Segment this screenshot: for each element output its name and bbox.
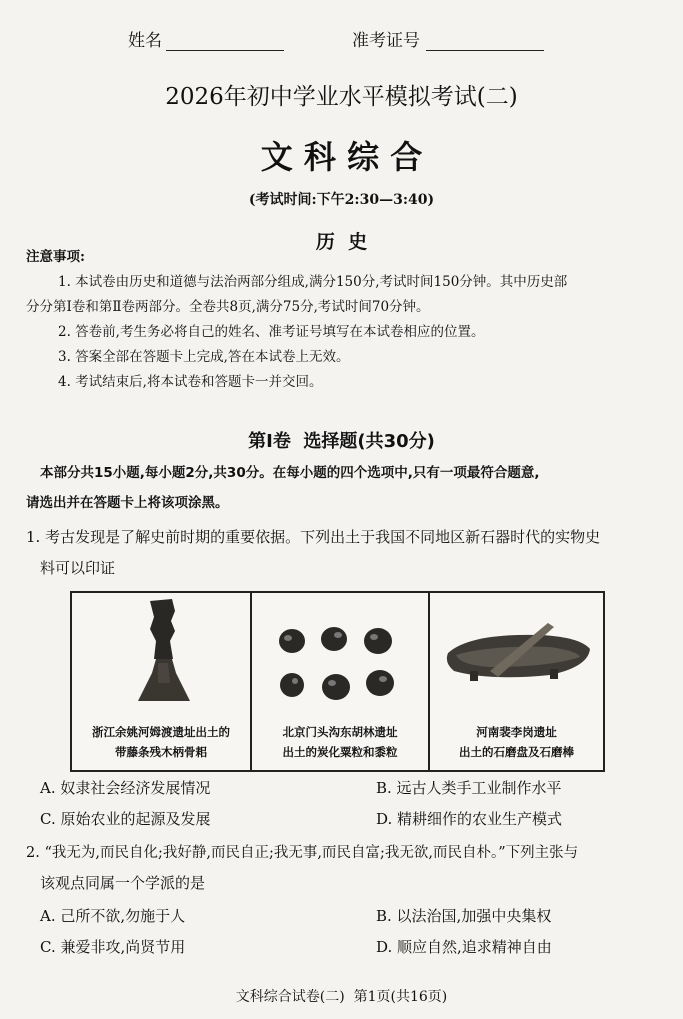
part1-title: 第Ⅰ卷 选择题(共30分): [248, 431, 435, 452]
notice-item: 分分第Ⅰ卷和第Ⅱ卷两部分。全卷共8页,满分75分,考试时间70分钟。: [26, 299, 430, 315]
q2-option-a[interactable]: A. 己所不欲,勿施于人: [40, 907, 186, 925]
name-label: 姓名: [128, 31, 162, 51]
figure-grinding-stone: [428, 593, 603, 770]
figure-carbonized-grains: [250, 593, 428, 770]
figure-caption: 河南裴李岗遗址 出土的石磨盘及石磨棒: [459, 725, 574, 759]
name-field: [128, 26, 284, 51]
exam-time: (考试时间:下午2:30—3:40): [248, 192, 435, 208]
figure-caption: 北京门头沟东胡林遗址 出土的炭化粟粒和黍粒: [282, 725, 398, 759]
question-2-stem: 2. “我无为,而民自化;我好静,而民自正;我无事,而民自富;我无欲,而民自朴。”下列主张与: [26, 845, 579, 861]
notice-item: 1. 本试卷由历史和道德与法治两部分组成,满分150分,考试时间150分钟。其中历史部: [58, 274, 568, 290]
grains-image: [252, 593, 430, 718]
name-blank: [166, 32, 284, 51]
notice-item: 2. 答卷前,考生务必将自己的姓名、准考证号填写在本试卷相应的位置。: [58, 324, 485, 340]
question-1-stem: 料可以印证: [40, 559, 116, 577]
notice-item: 3. 答案全部在答题卡上完成,答在本试卷上无效。: [58, 349, 350, 365]
subject-title: 文 科 综 合: [260, 138, 423, 176]
figure-caption: 浙江余姚河姆渡遗址出土的 带藤条残木柄骨耜: [92, 725, 230, 759]
q2-option-b[interactable]: B. 以法治国,加强中央集权: [376, 907, 552, 925]
exam-id-field: [352, 26, 544, 51]
q2-option-d[interactable]: D. 顺应自然,追求精神自由: [376, 938, 552, 956]
q1-option-b[interactable]: B. 远古人类手工业制作水平: [376, 779, 562, 797]
part1-intro: 本部分共15小题,每小题2分,共30分。在每小题的四个选项中,只有一项最符合题意,: [40, 465, 540, 481]
notice-item: 4. 考试结束后,将本试卷和答题卡一并交回。: [58, 374, 323, 390]
exam-id-label: 准考证号: [352, 31, 420, 51]
exam-id-blank: [426, 32, 544, 51]
page-footer: 文科综合试卷(二) 第1页(共16页): [235, 989, 448, 1005]
bone-spade-image: [72, 593, 250, 718]
q1-option-d[interactable]: D. 精耕细作的农业生产模式: [376, 810, 563, 828]
question-1-stem: 1. 考古发现是了解史前时期的重要依据。下列出土于我国不同地区新石器时代的实物史: [26, 528, 601, 546]
part1-intro: 请选出并在答题卡上将该项涂黑。: [26, 495, 229, 511]
question-1-figure-panel: [70, 591, 605, 772]
figure-bone-spade: [72, 593, 250, 770]
q1-option-a[interactable]: A. 奴隶社会经济发展情况: [40, 779, 211, 797]
grinding-stone-image: [430, 593, 605, 718]
section-title: 历 史: [315, 231, 368, 253]
exam-title: 2026年初中学业水平模拟考试(二): [165, 84, 518, 110]
q1-option-c[interactable]: C. 原始农业的起源及发展: [40, 810, 211, 828]
q2-option-c[interactable]: C. 兼爱非攻,尚贤节用: [40, 938, 186, 956]
question-2-stem: 该观点同属一个学派的是: [40, 874, 206, 892]
notice-title: 注意事项:: [26, 249, 85, 265]
